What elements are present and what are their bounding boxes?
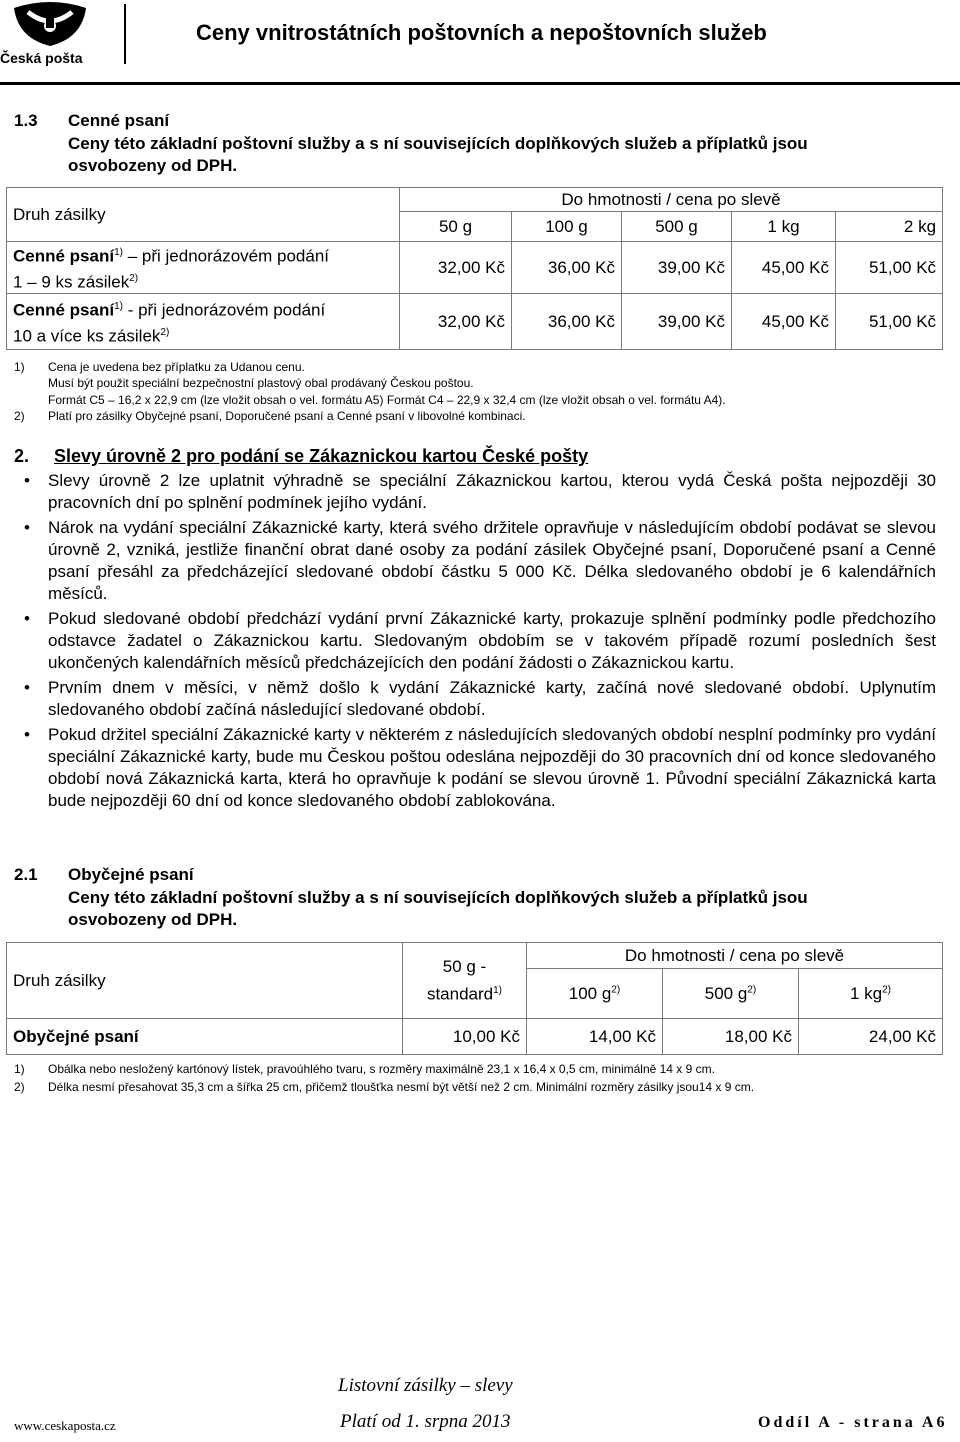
footer-website-link[interactable]: www.ceskaposta.cz — [14, 1418, 116, 1433]
weight-header-standard: 50 g - standard$^{1)}$ — [403, 943, 527, 1019]
weight-header: 100 g — [512, 212, 622, 242]
price-cell: 36,00 Kč — [512, 242, 622, 294]
list-item: • Nárok na vydání speciální Zákaznické karty, která svého držitele opravňuje v následujícím období podávat se slevou úrovně 2, vzniká, jestliže finanční obrat dané osoby za podání zásilek Obyčejné psaní, Doporučené psaní a Cenné psaní přesáhl za předcházející sledované období částku 5 000 Kč. Délka sledovaného období je 6 kalendářních měsíců. — [24, 518, 936, 603]
footnote-text: Musí být použit speciální bezpečnostní plastový obal prodávaný Českou poštou. — [48, 376, 474, 390]
price-cell: 32,00 Kč — [400, 294, 512, 350]
footnote-text: Cena je uvedena bez příplatku za Udanou cenu. — [48, 360, 305, 374]
section-1-3-vat-note-1: Ceny této základní poštovní služby a s ní souvisejících doplňkových služeb a příplatků jsou — [68, 134, 808, 153]
section-1-3-vat-note-2: osvobozeny od DPH. — [68, 156, 238, 175]
price-cell: 51,00 Kč — [836, 294, 943, 350]
footnote-mark: 2) — [14, 409, 25, 423]
price-cell: 32,00 Kč — [400, 242, 512, 294]
row-label: Cenné psaní$^{1)}$ - při jednorázovém podání 10 a více ks zásilek$^{2)}$ — [7, 294, 400, 350]
footer-section-name: Listovní zásilky – slevy — [338, 1375, 513, 1396]
footnote-mark: 1) — [14, 1062, 25, 1076]
header-divider — [124, 4, 126, 64]
footnote-mark: 2) — [14, 1080, 25, 1094]
section-2-number: 2. — [14, 446, 30, 466]
section-2-1-number: 2.1 — [14, 865, 38, 884]
logo-text: Česká pošta — [0, 50, 83, 66]
bullet-icon: • — [24, 471, 30, 490]
cenne-psani-price-table — [6, 187, 943, 350]
list-item: • Prvním dnem v měsíci, v němž došlo k vydání Zákaznické karty, začíná nové sledované období. Uplynutím sledovaného období začíná následující sledované období. — [24, 678, 936, 719]
section-1-3-title: Cenné psaní — [68, 111, 170, 130]
col-header-druh-zasilky: Druh zásilky — [7, 188, 400, 242]
weight-header: 50 g — [400, 212, 512, 242]
col-header-druh-zasilky: Druh zásilky — [7, 943, 403, 1019]
section-2-1-vat-note-1: Ceny této základní poštovní služby a s ní souvisejících doplňkových služeb a příplatků jsou — [68, 888, 808, 907]
weight-header: 1 $kg^{2)}$ — [799, 969, 943, 1019]
section-2-title: Slevy úrovně 2 pro podání se Zákaznickou kartou České pošty — [54, 446, 589, 466]
price-cell: 39,00 Kč — [622, 294, 732, 350]
weight-header: 2 kg — [836, 212, 943, 242]
price-cell: 14,00 Kč — [527, 1019, 663, 1055]
list-item: • Slevy úrovně 2 lze uplatnit výhradně se speciální Zákaznickou kartou, kterou vydá Česká pošta nejpozději 30 pracovních dní po splnění podmínek jejího vydání. — [24, 471, 936, 512]
price-cell: 39,00 Kč — [622, 242, 732, 294]
price-cell: 51,00 Kč — [836, 242, 943, 294]
obycejne-psani-price-table — [6, 942, 943, 1055]
footnote-text: Obálka nebo nesložený kartónový lístek, pravoúhlého tvaru, s rozměry maximálně 23,1 x 16,4 x 0,5 cm, minimálně 14 x 9 cm. — [48, 1062, 715, 1076]
price-cell: 45,00 Kč — [732, 294, 836, 350]
bullet-icon: • — [24, 518, 30, 537]
list-item: • Pokud sledované období předchází vydání první Zákaznické karty, prokazuje splnění podmínky podle předchozího odstavce žadatel o Zákaznickou kartu. Sledovaným obdobím se v takovém případě rozumí posledních šest ukončených kalendářních měsíců předcházejících den podání žádosti o Zákaznickou kartu. — [24, 609, 936, 672]
price-cell: 24,00 Kč — [799, 1019, 943, 1055]
weight-header: 500 g — [622, 212, 732, 242]
bullet-icon: • — [24, 678, 30, 697]
weight-header: 500 $g^{2)}$ — [663, 969, 799, 1019]
section-2-1-title: Obyčejné psaní — [68, 865, 194, 884]
footnote-text: Formát C5 – 16,2 x 22,9 cm (lze vložit obsah o vel. formátu A5) Formát C4 – 22,9 x 32,4 cm (lze vložit obsah o vel. formátu A4). — [48, 393, 726, 407]
footer-valid-from: Platí od 1. srpna 2013 — [340, 1411, 511, 1432]
group-header-weight: Do hmotnosti / cena po slevě — [527, 943, 943, 969]
section-2-bullet-list — [14, 470, 936, 812]
weight-header: 1 kg — [732, 212, 836, 242]
bullet-icon: • — [24, 609, 30, 628]
price-cell: 18,00 Kč — [663, 1019, 799, 1055]
bullet-icon: • — [24, 725, 30, 744]
price-cell: 10,00 Kč — [403, 1019, 527, 1055]
section-1-3-number: 1.3 — [14, 111, 38, 130]
weight-header: 100 $g^{2)}$ — [527, 969, 663, 1019]
footnote-text: Platí pro zásilky Obyčejné psaní, Doporučené psaní a Cenné psaní v libovolné kombinaci. — [48, 409, 526, 423]
price-cell: 45,00 Kč — [732, 242, 836, 294]
price-cell: 36,00 Kč — [512, 294, 622, 350]
header-rule — [0, 82, 960, 85]
row-label: Cenné psaní$^{1)}$ – při jednorázovém podání 1 – 9 ks zásilek$^{2)}$ — [7, 242, 400, 294]
list-item: • Pokud držitel speciální Zákaznické karty v některém z následujících sledovaných období nesplní podmínky pro vydání speciální Zákaznické karty, bude mu Českou poštou odeslána nejpozději do 30 pracovních dní od konce sledovaného období nová Zákaznická karta, která ho opravňuje k podání se slevou úrovně 1. Původní speciální Zákaznická karta bude nejpozději 60 dní od konce sledovaného období zablokována. — [24, 725, 936, 810]
group-header-weight: Do hmotnosti / cena po slevě — [400, 188, 943, 212]
section-2-1-vat-note-2: osvobozeny od DPH. — [68, 910, 238, 929]
header-title: Ceny vnitrostátních poštovních a nepoštovních služeb — [196, 20, 767, 45]
row-label: Obyčejné psaní — [7, 1019, 403, 1055]
footnote-mark: 1) — [14, 360, 25, 374]
footnote-text: Délka nesmí přesahovat 35,3 cm a šířka 25 cm, přičemž tloušťka nesmí být větší než 2 cm. Minimální rozměry zásilky jsou14 x 9 cm. — [48, 1080, 755, 1094]
footer-page-ref: Oddíl A - strana A6 — [758, 1414, 948, 1431]
